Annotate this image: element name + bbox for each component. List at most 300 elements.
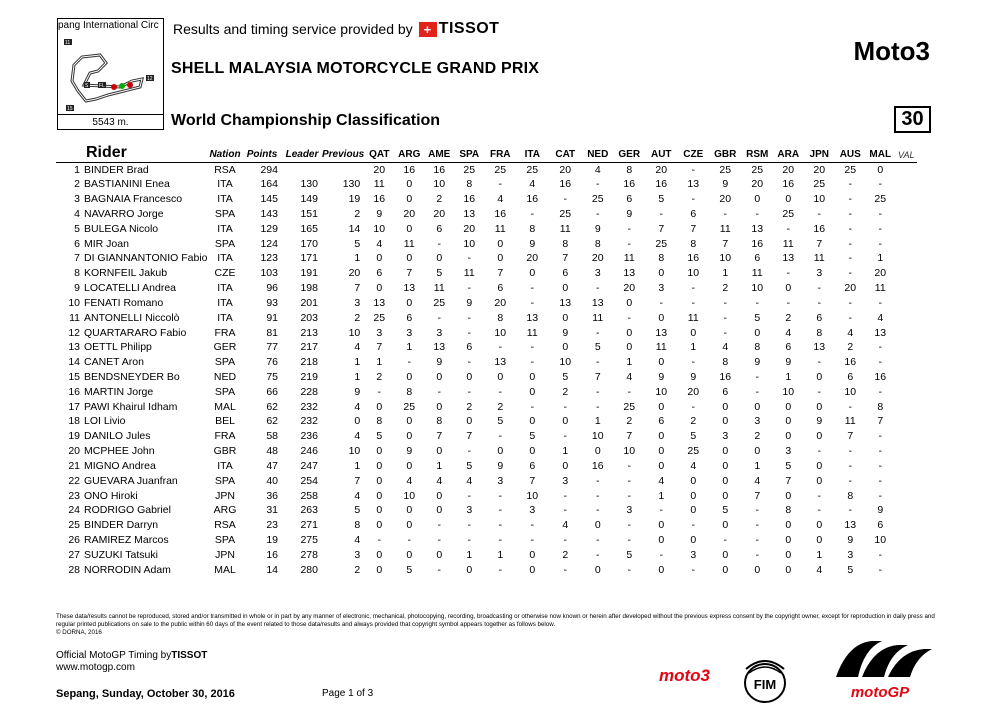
table-row xyxy=(56,414,917,429)
race-points: 13 xyxy=(623,267,636,280)
rider-position: 20 xyxy=(68,445,80,458)
race-points: 13 xyxy=(403,282,416,295)
race-points: 16 xyxy=(433,163,446,176)
rider-gap-previous: 4 xyxy=(354,534,361,547)
race-points: 10 xyxy=(494,326,507,339)
rider-points: 91 xyxy=(266,311,278,324)
race-points: 0 xyxy=(816,519,823,532)
race-points: 9 xyxy=(658,371,665,383)
race-points: - xyxy=(627,563,631,576)
race-points: 0 xyxy=(722,400,729,413)
race-points: - xyxy=(691,282,695,295)
race-points: 7 xyxy=(690,222,697,235)
race-points: 7 xyxy=(847,430,854,443)
race-points: 0 xyxy=(754,400,761,413)
race-points: 5 xyxy=(690,430,697,443)
rider-name: KORNFEIL Jakub xyxy=(84,267,168,280)
race-points: 6 xyxy=(690,207,697,220)
race-points: 0 xyxy=(376,519,383,532)
rider-gap-previous: 4 xyxy=(354,489,361,502)
val-points xyxy=(895,459,917,474)
race-points: 10 xyxy=(874,534,887,547)
race-points: 0 xyxy=(376,563,383,576)
race-points: 20 xyxy=(494,296,507,309)
race-points: 0 xyxy=(436,445,443,458)
race-points: 13 xyxy=(782,252,795,265)
race-points: 1 xyxy=(497,548,504,561)
race-points: - xyxy=(627,534,631,547)
race-points: - xyxy=(755,534,759,547)
race-points: 3 xyxy=(690,548,697,561)
race-points: 4 xyxy=(497,193,504,206)
rider-position: 6 xyxy=(74,237,80,250)
race-points: 9 xyxy=(690,371,697,383)
race-points: - xyxy=(817,282,821,295)
table-row xyxy=(56,340,917,355)
race-points: 8 xyxy=(816,326,823,339)
rider-position: 11 xyxy=(69,311,80,324)
val-points xyxy=(895,177,917,192)
rider-gap-leader: 232 xyxy=(300,415,318,428)
race-points: 10 xyxy=(373,222,386,235)
race-points: - xyxy=(848,400,852,413)
race-points: 3 xyxy=(529,504,536,517)
race-points: - xyxy=(596,474,600,487)
race-points: 7 xyxy=(626,430,633,443)
race-points: 0 xyxy=(722,489,729,502)
race-points: 8 xyxy=(406,385,413,398)
val-points xyxy=(895,281,917,296)
race-points: - xyxy=(498,534,502,547)
rider-position: 10 xyxy=(68,296,80,309)
race-points: 0 xyxy=(436,371,443,383)
race-points: 6 xyxy=(754,252,761,265)
rider-nation: ITA xyxy=(217,252,233,265)
race-points: 0 xyxy=(785,400,792,413)
moto3-logo-text: moto3 xyxy=(659,666,710,685)
rider-name: SUZUKI Tatsuki xyxy=(84,548,158,561)
race-points: 16 xyxy=(874,371,887,383)
table-row xyxy=(56,221,917,236)
table-row xyxy=(56,236,917,251)
rider-gap-leader: 217 xyxy=(300,341,318,354)
race-points: - xyxy=(659,207,663,220)
race-points: 0 xyxy=(594,563,601,576)
race-points: 4 xyxy=(690,459,697,472)
race-points: - xyxy=(498,504,502,517)
race-points: 0 xyxy=(497,445,504,458)
table-row xyxy=(56,548,917,563)
race-points: - xyxy=(596,548,600,561)
race-points: 3 xyxy=(436,326,443,339)
race-points: - xyxy=(437,311,441,324)
race-points: 0 xyxy=(436,548,443,561)
race-points: 0 xyxy=(406,178,413,191)
race-points: 0 xyxy=(497,371,504,383)
race-points: 10 xyxy=(433,178,446,191)
race-points: 0 xyxy=(562,311,569,324)
rider-gap-leader: 246 xyxy=(300,445,318,458)
race-points: - xyxy=(596,282,600,295)
race-points: 20 xyxy=(373,163,386,176)
rider-gap-leader xyxy=(282,162,322,177)
race-points: 20 xyxy=(655,163,668,176)
rider-nation: ITA xyxy=(217,178,233,191)
race-points: - xyxy=(755,207,759,220)
race-points: - xyxy=(723,296,727,309)
race-points: - xyxy=(848,296,852,309)
race-points: 6 xyxy=(658,415,665,428)
race-points: - xyxy=(377,534,381,547)
moto3-logo xyxy=(657,663,719,687)
race-points: 0 xyxy=(594,519,601,532)
race-points: 0 xyxy=(466,371,473,383)
race-points: 16 xyxy=(463,193,476,206)
race-points: 25 xyxy=(874,193,887,206)
rider-points: 62 xyxy=(266,400,278,413)
race-points: 10 xyxy=(623,445,636,458)
rider-points: 93 xyxy=(266,296,278,309)
race-points: 0 xyxy=(658,311,665,324)
race-points: 25 xyxy=(463,163,476,176)
col-race: MAL xyxy=(869,148,892,160)
website-link[interactable]: www.motogp.com xyxy=(56,662,135,673)
race-points: - xyxy=(563,430,567,443)
rider-name: DI GIANNANTONIO Fabio xyxy=(84,252,208,265)
race-points: - xyxy=(627,385,631,398)
race-points: - xyxy=(596,385,600,398)
rider-name: MCPHEE John xyxy=(84,445,155,458)
race-points: 10 xyxy=(463,237,476,250)
col-race: FRA xyxy=(489,148,511,160)
race-points: 4 xyxy=(376,237,383,250)
race-points: - xyxy=(723,311,727,324)
race-points: 0 xyxy=(877,163,884,176)
rider-gap-previous: 7 xyxy=(354,474,361,487)
race-points: 7 xyxy=(754,489,761,502)
race-points: 4 xyxy=(529,178,536,191)
race-points: 1 xyxy=(816,548,823,561)
race-points: 25 xyxy=(687,445,700,458)
race-points: 8 xyxy=(658,252,665,265)
rider-gap-leader: 278 xyxy=(300,548,318,561)
race-points: 6 xyxy=(466,341,473,354)
race-points: 0 xyxy=(626,341,633,354)
tissot-logo xyxy=(419,20,500,38)
race-points: - xyxy=(755,504,759,517)
rider-position: 16 xyxy=(68,385,80,398)
race-points: 7 xyxy=(466,430,473,443)
rider-points: 48 xyxy=(266,445,278,458)
race-points: 5 xyxy=(754,311,761,324)
race-points: 8 xyxy=(497,311,504,324)
race-points: 5 xyxy=(376,430,383,443)
race-points: 25 xyxy=(526,163,539,176)
race-points: 25 xyxy=(373,311,386,324)
race-points: - xyxy=(596,326,600,339)
race-points: 0 xyxy=(658,356,665,369)
rider-gap-leader: 213 xyxy=(300,326,318,339)
race-points: 13 xyxy=(751,222,764,235)
rider-gap-previous: 20 xyxy=(348,267,361,280)
race-points: 3 xyxy=(754,415,761,428)
race-points: 1 xyxy=(562,445,569,458)
race-points: 16 xyxy=(687,252,700,265)
race-points: 0 xyxy=(497,252,504,265)
race-points: 8 xyxy=(626,163,633,176)
table-row xyxy=(56,192,917,207)
race-points: - xyxy=(563,534,567,547)
race-points: - xyxy=(437,237,441,250)
race-points: 8 xyxy=(529,222,536,235)
race-points: 10 xyxy=(559,356,572,369)
race-points: - xyxy=(563,400,567,413)
race-points: 0 xyxy=(658,445,665,458)
col-race: AME xyxy=(428,148,451,160)
race-points: 0 xyxy=(406,296,413,309)
race-points: 16 xyxy=(494,207,507,220)
race-points: 1 xyxy=(722,267,729,280)
rider-points: 36 xyxy=(266,489,278,502)
rider-gap-previous: 14 xyxy=(348,222,361,235)
rider-gap-leader: 171 xyxy=(300,252,318,265)
col-race: ITA xyxy=(524,148,540,160)
val-points xyxy=(895,384,917,399)
col-race: JPN xyxy=(809,148,829,160)
rider-gap-previous: 4 xyxy=(354,400,361,413)
race-points: - xyxy=(596,400,600,413)
race-points: - xyxy=(467,252,471,265)
race-points: 20 xyxy=(623,282,636,295)
rider-points: 58 xyxy=(266,430,278,443)
race-points: 20 xyxy=(403,207,416,220)
race-points: 3 xyxy=(497,474,504,487)
race-points: - xyxy=(530,282,534,295)
race-points: - xyxy=(691,163,695,176)
provided-by-text: Results and timing service provided by xyxy=(173,21,413,37)
race-points: 7 xyxy=(722,237,729,250)
race-points: 11 xyxy=(655,341,667,354)
race-points: 1 xyxy=(785,371,792,383)
timing-brand: TISSOT xyxy=(171,650,208,661)
race-points: 0 xyxy=(722,445,729,458)
race-points: 7 xyxy=(785,474,792,487)
race-points: 5 xyxy=(529,430,536,443)
race-points: 0 xyxy=(529,415,536,428)
race-points: - xyxy=(407,356,411,369)
race-points: 20 xyxy=(719,193,732,206)
circuit-map-icon xyxy=(60,35,162,115)
rider-points: 23 xyxy=(266,519,278,532)
col-race: ARA xyxy=(777,148,800,160)
race-points: 11 xyxy=(782,237,794,250)
rider-gap-previous xyxy=(322,162,364,177)
table-row xyxy=(56,518,917,533)
col-rider: Rider xyxy=(86,143,127,161)
race-points: - xyxy=(817,445,821,458)
map-label: 11 xyxy=(65,40,71,46)
val-points xyxy=(895,310,917,325)
race-points: 13 xyxy=(559,296,572,309)
race-points: 0 xyxy=(785,193,792,206)
rider-gap-leader: 218 xyxy=(300,356,318,369)
race-points: 20 xyxy=(526,252,539,265)
race-points: 0 xyxy=(754,445,761,458)
rider-name: GUEVARA Juanfran xyxy=(84,474,178,487)
rider-gap-previous: 19 xyxy=(348,193,361,206)
motogp-logo-text: motoGP xyxy=(850,684,910,701)
race-points: 3 xyxy=(816,267,823,280)
race-points: - xyxy=(848,237,852,250)
rider-position: 1 xyxy=(74,163,80,176)
race-points: 3 xyxy=(376,326,383,339)
val-points xyxy=(895,251,917,266)
table-row xyxy=(56,251,917,266)
race-points: 0 xyxy=(722,519,729,532)
race-points: 5 xyxy=(436,267,443,280)
race-points: 25 xyxy=(403,400,416,413)
race-points: 11 xyxy=(844,415,856,428)
race-points: 4 xyxy=(436,474,443,487)
race-points: 4 xyxy=(722,341,729,354)
race-points: - xyxy=(377,385,381,398)
rider-gap-leader: 228 xyxy=(300,385,318,398)
race-points: - xyxy=(467,356,471,369)
race-points: - xyxy=(627,311,631,324)
race-points: 6 xyxy=(877,519,884,532)
race-points: 6 xyxy=(406,311,413,324)
race-points: 0 xyxy=(690,504,697,517)
race-points: 0 xyxy=(562,282,569,295)
rider-name: ANTONELLI Niccolò xyxy=(84,311,180,324)
race-points: 0 xyxy=(376,489,383,502)
race-points: 2 xyxy=(562,385,569,398)
rider-name: BASTIANINI Enea xyxy=(84,178,170,191)
rider-gap-previous: 1 xyxy=(354,371,361,383)
race-points: 0 xyxy=(406,222,413,235)
race-points: 0 xyxy=(436,504,443,517)
col-race: SPA xyxy=(459,148,480,160)
rider-gap-previous: 4 xyxy=(354,341,361,354)
race-points: 0 xyxy=(376,548,383,561)
rider-name: PAWI Khairul Idham xyxy=(84,400,178,413)
circuit-length: 5543 m. xyxy=(58,114,163,128)
rider-points: 143 xyxy=(260,207,278,220)
rider-nation: ITA xyxy=(217,311,233,324)
race-points: 25 xyxy=(559,207,572,220)
race-points: 0 xyxy=(406,252,413,265)
rider-gap-leader: 130 xyxy=(300,178,318,191)
race-points: 3 xyxy=(406,326,413,339)
rider-points: 76 xyxy=(266,356,278,369)
table-row xyxy=(56,473,917,488)
event-date: Sepang, Sunday, October 30, 2016 xyxy=(56,688,235,700)
race-points: 25 xyxy=(591,193,604,206)
race-points: - xyxy=(723,326,727,339)
race-points: 4 xyxy=(816,563,823,576)
table-row xyxy=(56,177,917,192)
race-points: - xyxy=(659,548,663,561)
tissot-cross-icon: + xyxy=(419,22,437,37)
race-points: 25 xyxy=(813,178,826,191)
val-points xyxy=(895,414,917,429)
race-points: 1 xyxy=(877,252,884,265)
race-points: - xyxy=(817,356,821,369)
rider-name: RAMIREZ Marcos xyxy=(84,534,169,547)
rider-gap-leader: 275 xyxy=(300,534,318,547)
race-points: 11 xyxy=(433,282,445,295)
race-points: 10 xyxy=(403,489,416,502)
race-points: 5 xyxy=(658,193,665,206)
rider-name: MIGNO Andrea xyxy=(84,459,156,472)
race-points: - xyxy=(848,267,852,280)
race-points: - xyxy=(627,489,631,502)
race-points: 0 xyxy=(658,430,665,443)
rider-gap-leader: 232 xyxy=(300,400,318,413)
table-row xyxy=(56,384,917,399)
race-points: - xyxy=(627,474,631,487)
race-points: 20 xyxy=(591,252,604,265)
disclaimer-text: These data/results cannot be reproduced, stored and/or transmitted in whole or in part by any manner of electronic, mechanical, photocopying, recording, broadcasting or otherwise now known or herein after developed without the previous express consent by the copyright owner, except for reproduction in daily press and regular printed publications on sale to the public within 60 days of the event related to those data/results and always provided that copyright symbol appears together as follows below. xyxy=(56,613,935,628)
race-points: 13 xyxy=(373,296,386,309)
race-points: 13 xyxy=(687,178,700,191)
race-points: 25 xyxy=(782,207,795,220)
col-race: NED xyxy=(587,148,609,160)
race-points: 3 xyxy=(658,282,665,295)
table-row xyxy=(56,266,917,281)
race-points: 5 xyxy=(626,548,633,561)
table-row xyxy=(56,206,917,221)
race-points: - xyxy=(817,489,821,502)
rider-points: 31 xyxy=(266,504,278,517)
rider-gap-previous: 9 xyxy=(354,385,361,398)
race-points: - xyxy=(563,193,567,206)
val-points xyxy=(895,162,917,177)
race-points: 2 xyxy=(626,415,633,428)
race-points: 6 xyxy=(816,311,823,324)
race-points: 4 xyxy=(847,326,854,339)
val-points xyxy=(895,295,917,310)
table-row xyxy=(56,459,917,474)
race-points: - xyxy=(691,296,695,309)
col-race: ARG xyxy=(398,148,421,160)
race-points: - xyxy=(407,534,411,547)
race-points: 0 xyxy=(529,371,536,383)
rider-name: BENDSNEYDER Bo xyxy=(84,371,180,383)
race-points: - xyxy=(878,430,882,443)
race-points: 16 xyxy=(782,178,795,191)
race-points: 0 xyxy=(376,504,383,517)
rider-gap-previous: 4 xyxy=(354,430,361,443)
race-points: 0 xyxy=(562,341,569,354)
race-points: 10 xyxy=(751,282,764,295)
race-points: 10 xyxy=(526,489,539,502)
motogp-logo xyxy=(828,637,940,705)
race-points: 9 xyxy=(562,326,569,339)
table-row xyxy=(56,162,917,177)
race-points: 7 xyxy=(376,341,383,354)
val-points xyxy=(895,562,917,577)
race-points: 0 xyxy=(816,430,823,443)
rider-nation: MAL xyxy=(214,563,236,576)
rider-nation: NED xyxy=(213,371,237,383)
rider-gap-leader: 165 xyxy=(300,222,318,235)
timing-prefix: Official MotoGP Timing by xyxy=(56,650,172,661)
val-points xyxy=(895,488,917,503)
col-race: RSM xyxy=(746,148,769,160)
race-points: 13 xyxy=(463,207,476,220)
race-points: 0 xyxy=(690,489,697,502)
